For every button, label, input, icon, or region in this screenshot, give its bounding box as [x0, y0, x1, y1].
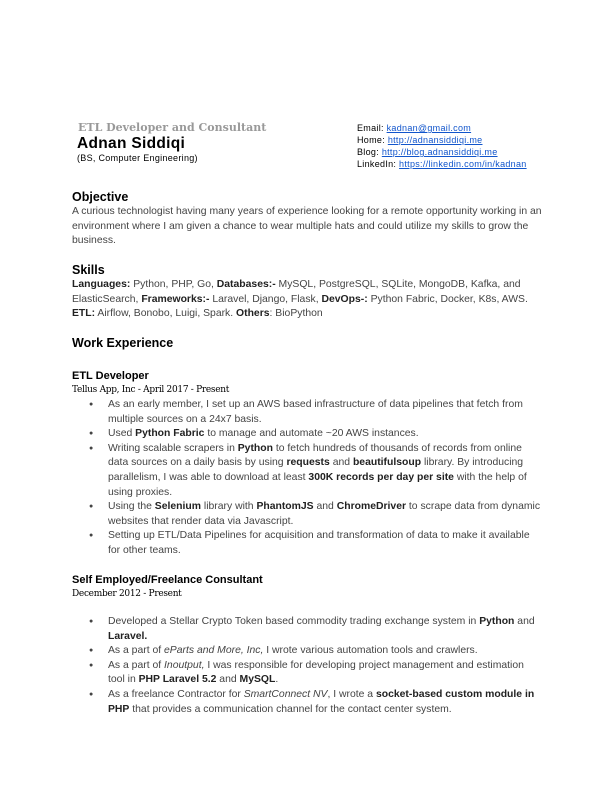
bullet-item [72, 442, 542, 500]
job-subtitle: Tellus App, Inc - April 2017 - Present [72, 385, 230, 395]
bold-text: DevOps-: [321, 293, 368, 305]
text-segment: and [514, 616, 535, 627]
bullet-item [72, 615, 542, 644]
text-segment: and [329, 457, 353, 469]
bold-text: PhantomJS [256, 501, 314, 513]
bold-text: Databases:- [216, 279, 276, 290]
bullet-item [72, 659, 542, 688]
email-link[interactable]: kadnan@gmail.com [386, 123, 472, 133]
bullet-item [72, 688, 542, 717]
text-segment: : BioPython [269, 308, 323, 320]
bullet-item [72, 644, 542, 659]
text-segment: As an early member, I set up an AWS based infrastructure of data pipelines that fetch from multiple sources on a 24x7 basis. [108, 399, 523, 425]
text-segment: I wrote various automation tools and crawlers. [263, 645, 478, 657]
role-title: ETL Developer and Consultant [78, 121, 267, 134]
bold-text: Python [479, 616, 515, 627]
job-bullets [72, 615, 542, 717]
job-subtitle: December 2012 - Present [72, 589, 182, 599]
bold-text: 300K records per day per site [308, 471, 454, 483]
bold-text: MySQL [239, 674, 276, 686]
bold-text: Python [237, 442, 273, 454]
text-segment: Writing scalable scrapers in [108, 442, 238, 454]
text-segment: library. By introducing parallelism, I was able to download at least [108, 457, 524, 483]
objective-text [72, 205, 542, 249]
work-experience-heading: Work Experience [72, 336, 174, 350]
bold-text: Others [236, 308, 270, 320]
skills-text [72, 278, 542, 322]
bold-text: Laravel. [108, 630, 148, 642]
text-segment: As a freelance Contractor for [108, 688, 244, 700]
bullet-item [72, 398, 542, 427]
text-segment: to manage and automate ~20 AWS instances. [204, 428, 419, 440]
text-segment: library with [201, 501, 257, 513]
bullet-item [72, 427, 542, 442]
bold-text: requests [286, 457, 330, 469]
text-segment: MySQL, PostgreSQL, SQLite, MongoDB, Kafka, and ElasticSearch, [72, 279, 521, 305]
text-segment: Developed a Stellar Crypto Token based commodity trading exchange system in [108, 616, 480, 627]
skills-heading: Skills [72, 263, 105, 277]
job-title: ETL Developer [72, 370, 149, 382]
text-segment: Airflow, Bonobo, Luigi, Spark. [95, 308, 237, 320]
blog-link[interactable]: http://blog.adnansiddiqi.me [381, 147, 498, 157]
bold-text: Languages: [72, 279, 131, 290]
text-segment: and [216, 674, 240, 686]
bullet-item [72, 529, 542, 558]
contact-block [357, 122, 527, 170]
text-segment: that provides a communication channel for the contact center system. [129, 703, 452, 715]
objective-heading: Objective [72, 190, 129, 204]
text-segment: Python, PHP, Go, [130, 279, 217, 290]
contact-email [357, 122, 527, 134]
bold-text: beautifulsoup [352, 457, 422, 469]
bullet-item [72, 500, 542, 529]
text-segment: to fetch hundreds of thousands of records from online data sources on a daily basis by using [108, 442, 522, 469]
text-segment: with the help of using proxies. [108, 471, 527, 498]
degree: (BS, Computer Engineering) [77, 153, 198, 163]
text-segment: . [275, 674, 279, 686]
italic-text: SmartConnect NV [243, 688, 328, 700]
job-bullets [72, 398, 542, 559]
text-segment: I was responsible for developing project management and estimation tool in [108, 659, 524, 686]
text-segment: Used [108, 428, 136, 440]
contact-label: Email: [357, 123, 387, 133]
home-link[interactable]: http://adnansiddiqi.me [387, 135, 483, 145]
bold-text: PHP Laravel 5.2 [138, 674, 217, 686]
bold-text: Frameworks:- [141, 293, 210, 305]
contact-linkedin [357, 158, 527, 170]
text-segment: and [313, 501, 337, 513]
text-segment: A curious technologist having many years of experience looking for a remote opportunity working in an environment where I am given a chance to wear multiple hats and could utilize my skills to grow the business. [72, 206, 542, 247]
job-title: Self Employed/Freelance Consultant [72, 574, 263, 586]
text-segment: Python Fabric, Docker, K8s, AWS. [367, 293, 528, 305]
candidate-name: Adnan Siddiqi [77, 135, 186, 152]
text-segment: As a part of [108, 645, 165, 657]
italic-text: eParts and More, Inc, [164, 645, 264, 657]
contact-label: Blog: [357, 147, 382, 157]
bold-text: Selenium [154, 501, 201, 513]
italic-text: Inoutput, [164, 659, 205, 671]
text-segment: Laravel, Django, Flask, [209, 293, 322, 305]
linkedin-link[interactable]: https://linkedin.com/in/kadnan [399, 159, 527, 169]
text-segment: Using the [108, 501, 155, 513]
contact-home [357, 134, 527, 146]
contact-blog [357, 146, 527, 158]
text-segment: As a part of [108, 659, 165, 671]
bold-text: ChromeDriver [336, 501, 407, 513]
bold-text: socket-based custom module in PHP [108, 688, 535, 715]
text-segment: Setting up ETL/Data Pipelines for acquisition and transformation of data to make it available for other teams. [108, 530, 530, 556]
text-segment: to scrape data from dynamic websites that render data via Javascript. [108, 501, 541, 527]
contact-label: Home: [357, 135, 388, 145]
contact-label: LinkedIn: [357, 159, 400, 169]
text-segment: , I wrote a [327, 688, 376, 700]
bold-text: ETL: [72, 308, 96, 320]
bold-text: Python Fabric [135, 428, 205, 440]
